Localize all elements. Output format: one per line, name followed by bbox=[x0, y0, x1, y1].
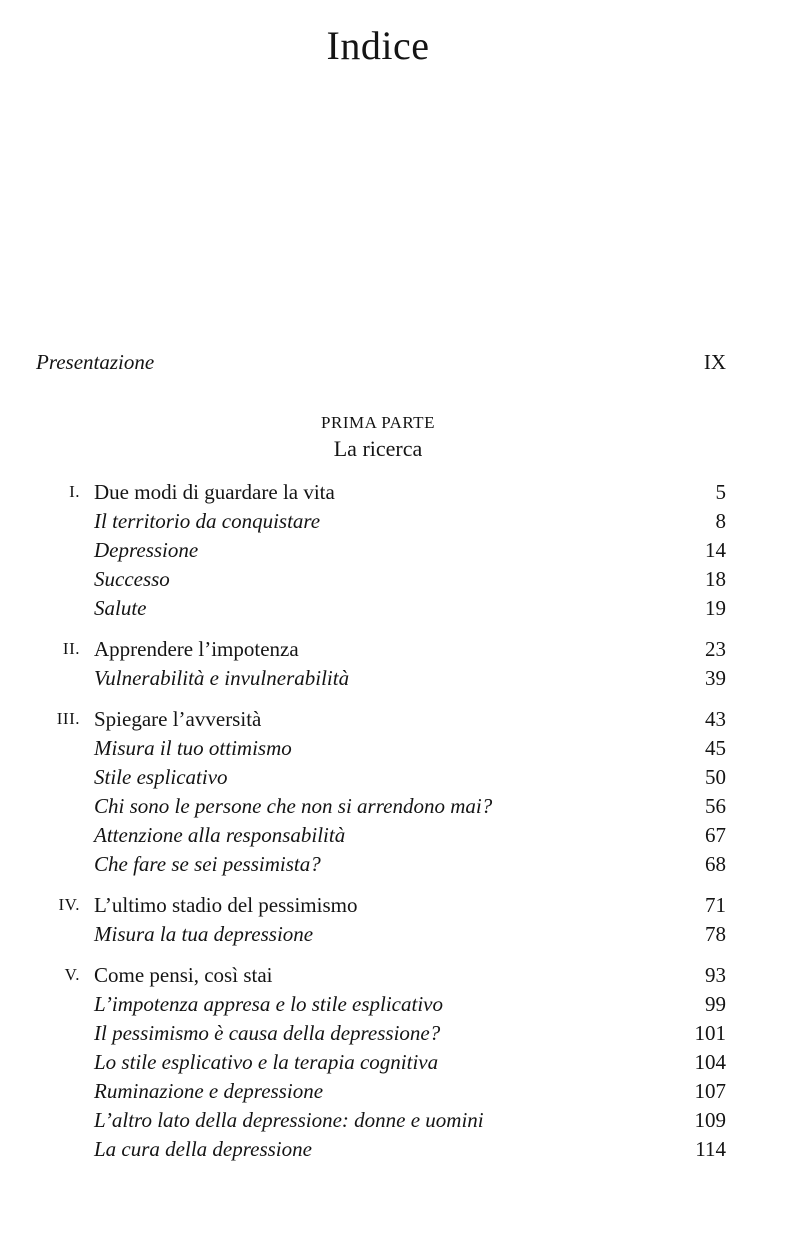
part-title: La ricerca bbox=[333, 436, 423, 461]
section-row bbox=[0, 509, 800, 538]
section-title: Depressione bbox=[94, 538, 199, 562]
section-title: Il territorio da conquistare bbox=[94, 509, 321, 533]
section-row bbox=[0, 538, 800, 567]
section-title: La cura della depressione bbox=[94, 1137, 312, 1161]
chapter-row bbox=[0, 707, 800, 736]
part-heading bbox=[0, 412, 756, 464]
chapter-block bbox=[0, 707, 800, 881]
section-title: Salute bbox=[94, 596, 147, 620]
section-title: Successo bbox=[94, 567, 170, 591]
section-title: Attenzione alla responsabilità bbox=[94, 823, 346, 847]
chapter-number: I. bbox=[69, 482, 80, 501]
chapter-title: Apprendere l’impotenza bbox=[94, 637, 299, 661]
chapter-block bbox=[0, 480, 800, 625]
section-page: 104 bbox=[694, 1050, 726, 1074]
section-page: 68 bbox=[705, 852, 726, 876]
section-title: L’altro lato della depressione: donne e uomini bbox=[94, 1108, 484, 1132]
section-title: Che fare se sei pessimista? bbox=[94, 852, 321, 876]
section-row bbox=[0, 765, 800, 794]
chapter-title: Spiegare l’avversità bbox=[94, 707, 262, 731]
page-title: Indice bbox=[326, 23, 430, 68]
section-page: 18 bbox=[705, 567, 726, 591]
presentation-label: Presentazione bbox=[36, 350, 155, 374]
section-title: Stile esplicativo bbox=[94, 765, 228, 789]
section-page: 39 bbox=[705, 666, 726, 690]
chapter-row bbox=[0, 637, 800, 666]
section-title: Ruminazione e depressione bbox=[94, 1079, 324, 1103]
section-title: Chi sono le persone che non si arrendono mai? bbox=[94, 794, 493, 818]
section-page: 101 bbox=[694, 1021, 726, 1045]
chapter-number: II. bbox=[62, 639, 80, 658]
section-page: 45 bbox=[705, 736, 726, 760]
chapter-title: Come pensi, così stai bbox=[94, 963, 273, 987]
section-page: 56 bbox=[705, 794, 726, 818]
section-title: Vulnerabilità e invulnerabilità bbox=[94, 666, 350, 690]
chapter-page: 23 bbox=[705, 637, 726, 661]
section-row bbox=[0, 596, 800, 625]
section-title: Il pessimismo è causa della depressione? bbox=[94, 1021, 441, 1045]
toc-entry-presentation bbox=[36, 350, 726, 375]
section-row bbox=[0, 1021, 800, 1050]
section-row bbox=[0, 922, 800, 951]
section-row bbox=[0, 794, 800, 823]
chapter-page: 93 bbox=[705, 963, 726, 987]
chapter-row bbox=[0, 893, 800, 922]
chapter-row bbox=[0, 480, 800, 509]
section-row bbox=[0, 992, 800, 1021]
chapter-number: V. bbox=[64, 965, 80, 984]
section-row bbox=[0, 823, 800, 852]
section-row bbox=[0, 1050, 800, 1079]
table-of-contents bbox=[0, 480, 800, 1178]
section-row bbox=[0, 1108, 800, 1137]
chapter-row bbox=[0, 963, 800, 992]
section-title: Lo stile esplicativo e la terapia cognitiva bbox=[94, 1050, 439, 1074]
section-page: 78 bbox=[705, 922, 726, 946]
section-title: L’impotenza appresa e lo stile esplicativo bbox=[94, 992, 443, 1016]
section-row bbox=[0, 567, 800, 596]
presentation-page: IX bbox=[703, 350, 726, 374]
section-title: Misura il tuo ottimismo bbox=[94, 736, 292, 760]
section-page: 67 bbox=[705, 823, 726, 847]
section-page: 109 bbox=[694, 1108, 726, 1132]
section-row bbox=[0, 1079, 800, 1108]
section-page: 19 bbox=[705, 596, 726, 620]
section-row bbox=[0, 736, 800, 765]
section-row bbox=[0, 852, 800, 881]
chapter-title: L’ultimo stadio del pessimismo bbox=[94, 893, 358, 917]
section-page: 50 bbox=[705, 765, 726, 789]
chapter-number: III. bbox=[56, 709, 80, 728]
section-page: 99 bbox=[705, 992, 726, 1016]
chapter-block bbox=[0, 893, 800, 951]
section-page: 114 bbox=[695, 1137, 726, 1161]
chapter-page: 71 bbox=[705, 893, 726, 917]
chapter-block bbox=[0, 637, 800, 695]
part-label: PRIMA PARTE bbox=[321, 413, 435, 432]
chapter-title: Due modi di guardare la vita bbox=[94, 480, 335, 504]
section-page: 107 bbox=[694, 1079, 726, 1103]
section-page: 8 bbox=[715, 509, 726, 533]
section-row bbox=[0, 666, 800, 695]
chapter-number: IV. bbox=[58, 895, 80, 914]
section-row bbox=[0, 1137, 800, 1166]
chapter-block bbox=[0, 963, 800, 1166]
chapter-page: 43 bbox=[705, 707, 726, 731]
section-page: 14 bbox=[705, 538, 726, 562]
chapter-page: 5 bbox=[715, 480, 726, 504]
section-title: Misura la tua depressione bbox=[94, 922, 314, 946]
